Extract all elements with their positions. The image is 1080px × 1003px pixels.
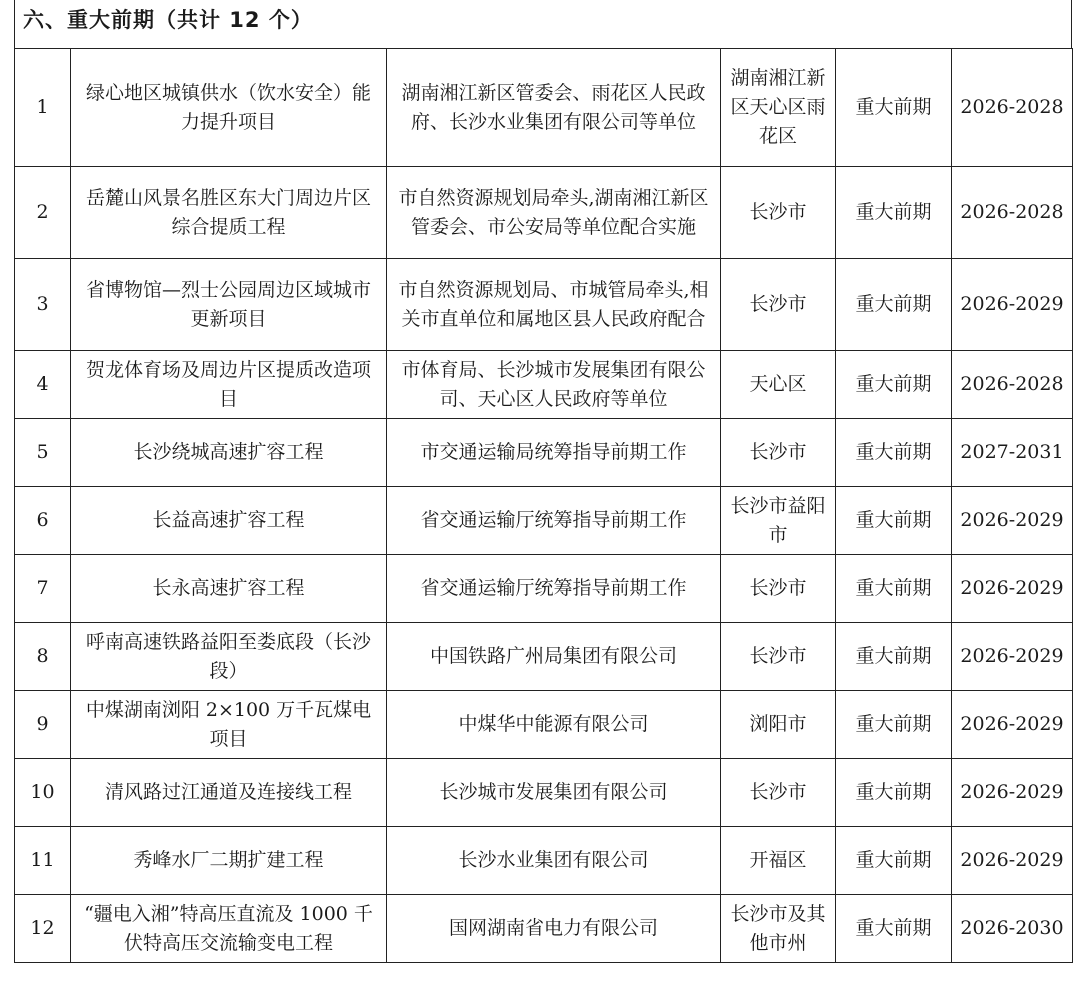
project-name-cell: 长益高速扩容工程 — [71, 487, 387, 555]
stage-cell: 重大前期 — [836, 691, 952, 759]
table-row — [15, 259, 1073, 351]
responsible-unit-cell: 国网湖南省电力有限公司 — [387, 895, 721, 963]
row-number-cell: 5 — [15, 419, 71, 487]
project-name-cell: 中煤湖南浏阳 2×100 万千瓦煤电项目 — [71, 691, 387, 759]
project-name-cell: 长沙绕城高速扩容工程 — [71, 419, 387, 487]
stage-cell: 重大前期 — [836, 167, 952, 259]
project-name-cell: 秀峰水厂二期扩建工程 — [71, 827, 387, 895]
row-number-cell: 1 — [15, 49, 71, 167]
table-row — [15, 351, 1073, 419]
stage-cell: 重大前期 — [836, 895, 952, 963]
project-name-cell: 贺龙体育场及周边片区提质改造项目 — [71, 351, 387, 419]
table-row — [15, 419, 1073, 487]
location-cell: 长沙市 — [721, 259, 836, 351]
row-number-cell: 3 — [15, 259, 71, 351]
row-number-cell: 6 — [15, 487, 71, 555]
responsible-unit-cell: 长沙水业集团有限公司 — [387, 827, 721, 895]
table-row — [15, 167, 1073, 259]
responsible-unit-cell: 中煤华中能源有限公司 — [387, 691, 721, 759]
row-number-cell: 4 — [15, 351, 71, 419]
period-cell: 2026-2028 — [952, 49, 1073, 167]
location-cell: 长沙市 — [721, 623, 836, 691]
period-cell: 2026-2029 — [952, 691, 1073, 759]
section-title: 六、重大前期（共计 12 个） — [14, 0, 1072, 48]
project-table-body — [15, 49, 1073, 963]
project-name-cell: 绿心地区城镇供水（饮水安全）能力提升项目 — [71, 49, 387, 167]
row-number-cell: 2 — [15, 167, 71, 259]
responsible-unit-cell: 市自然资源规划局牵头,湖南湘江新区管委会、市公安局等单位配合实施 — [387, 167, 721, 259]
table-row — [15, 895, 1073, 963]
period-cell: 2026-2029 — [952, 759, 1073, 827]
stage-cell: 重大前期 — [836, 555, 952, 623]
period-cell: 2026-2029 — [952, 555, 1073, 623]
period-cell: 2026-2029 — [952, 827, 1073, 895]
project-name-cell: 长永高速扩容工程 — [71, 555, 387, 623]
period-cell: 2026-2029 — [952, 623, 1073, 691]
row-number-cell: 12 — [15, 895, 71, 963]
location-cell: 天心区 — [721, 351, 836, 419]
period-cell: 2026-2029 — [952, 487, 1073, 555]
responsible-unit-cell: 市交通运输局统筹指导前期工作 — [387, 419, 721, 487]
period-cell: 2026-2028 — [952, 167, 1073, 259]
responsible-unit-cell: 市体育局、长沙城市发展集团有限公司、天心区人民政府等单位 — [387, 351, 721, 419]
table-row — [15, 49, 1073, 167]
responsible-unit-cell: 省交通运输厅统筹指导前期工作 — [387, 487, 721, 555]
stage-cell: 重大前期 — [836, 487, 952, 555]
location-cell: 开福区 — [721, 827, 836, 895]
responsible-unit-cell: 省交通运输厅统筹指导前期工作 — [387, 555, 721, 623]
table-row — [15, 827, 1073, 895]
stage-cell: 重大前期 — [836, 827, 952, 895]
project-table — [14, 48, 1073, 963]
table-row — [15, 759, 1073, 827]
row-number-cell: 10 — [15, 759, 71, 827]
stage-cell: 重大前期 — [836, 49, 952, 167]
table-row — [15, 623, 1073, 691]
location-cell: 长沙市及其他市州 — [721, 895, 836, 963]
period-cell: 2026-2030 — [952, 895, 1073, 963]
stage-cell: 重大前期 — [836, 759, 952, 827]
responsible-unit-cell: 中国铁路广州局集团有限公司 — [387, 623, 721, 691]
project-name-cell: 清风路过江通道及连接线工程 — [71, 759, 387, 827]
responsible-unit-cell: 市自然资源规划局、市城管局牵头,相关市直单位和属地区县人民政府配合 — [387, 259, 721, 351]
table-row — [15, 691, 1073, 759]
location-cell: 长沙市 — [721, 759, 836, 827]
row-number-cell: 8 — [15, 623, 71, 691]
stage-cell: 重大前期 — [836, 259, 952, 351]
stage-cell: 重大前期 — [836, 623, 952, 691]
row-number-cell: 9 — [15, 691, 71, 759]
location-cell: 长沙市 — [721, 555, 836, 623]
location-cell: 湖南湘江新区天心区雨花区 — [721, 49, 836, 167]
project-name-cell: 岳麓山风景名胜区东大门周边片区综合提质工程 — [71, 167, 387, 259]
table-row — [15, 555, 1073, 623]
project-name-cell: “疆电入湘”特高压直流及 1000 千伏特高压交流输变电工程 — [71, 895, 387, 963]
period-cell: 2027-2031 — [952, 419, 1073, 487]
location-cell: 浏阳市 — [721, 691, 836, 759]
location-cell: 长沙市 — [721, 419, 836, 487]
responsible-unit-cell: 湖南湘江新区管委会、雨花区人民政府、长沙水业集团有限公司等单位 — [387, 49, 721, 167]
stage-cell: 重大前期 — [836, 351, 952, 419]
row-number-cell: 7 — [15, 555, 71, 623]
row-number-cell: 11 — [15, 827, 71, 895]
responsible-unit-cell: 长沙城市发展集团有限公司 — [387, 759, 721, 827]
project-name-cell: 呼南高速铁路益阳至娄底段（长沙段） — [71, 623, 387, 691]
period-cell: 2026-2029 — [952, 259, 1073, 351]
location-cell: 长沙市益阳市 — [721, 487, 836, 555]
table-row — [15, 487, 1073, 555]
period-cell: 2026-2028 — [952, 351, 1073, 419]
location-cell: 长沙市 — [721, 167, 836, 259]
stage-cell: 重大前期 — [836, 419, 952, 487]
document-page — [14, 0, 1072, 963]
project-name-cell: 省博物馆—烈士公园周边区域城市更新项目 — [71, 259, 387, 351]
